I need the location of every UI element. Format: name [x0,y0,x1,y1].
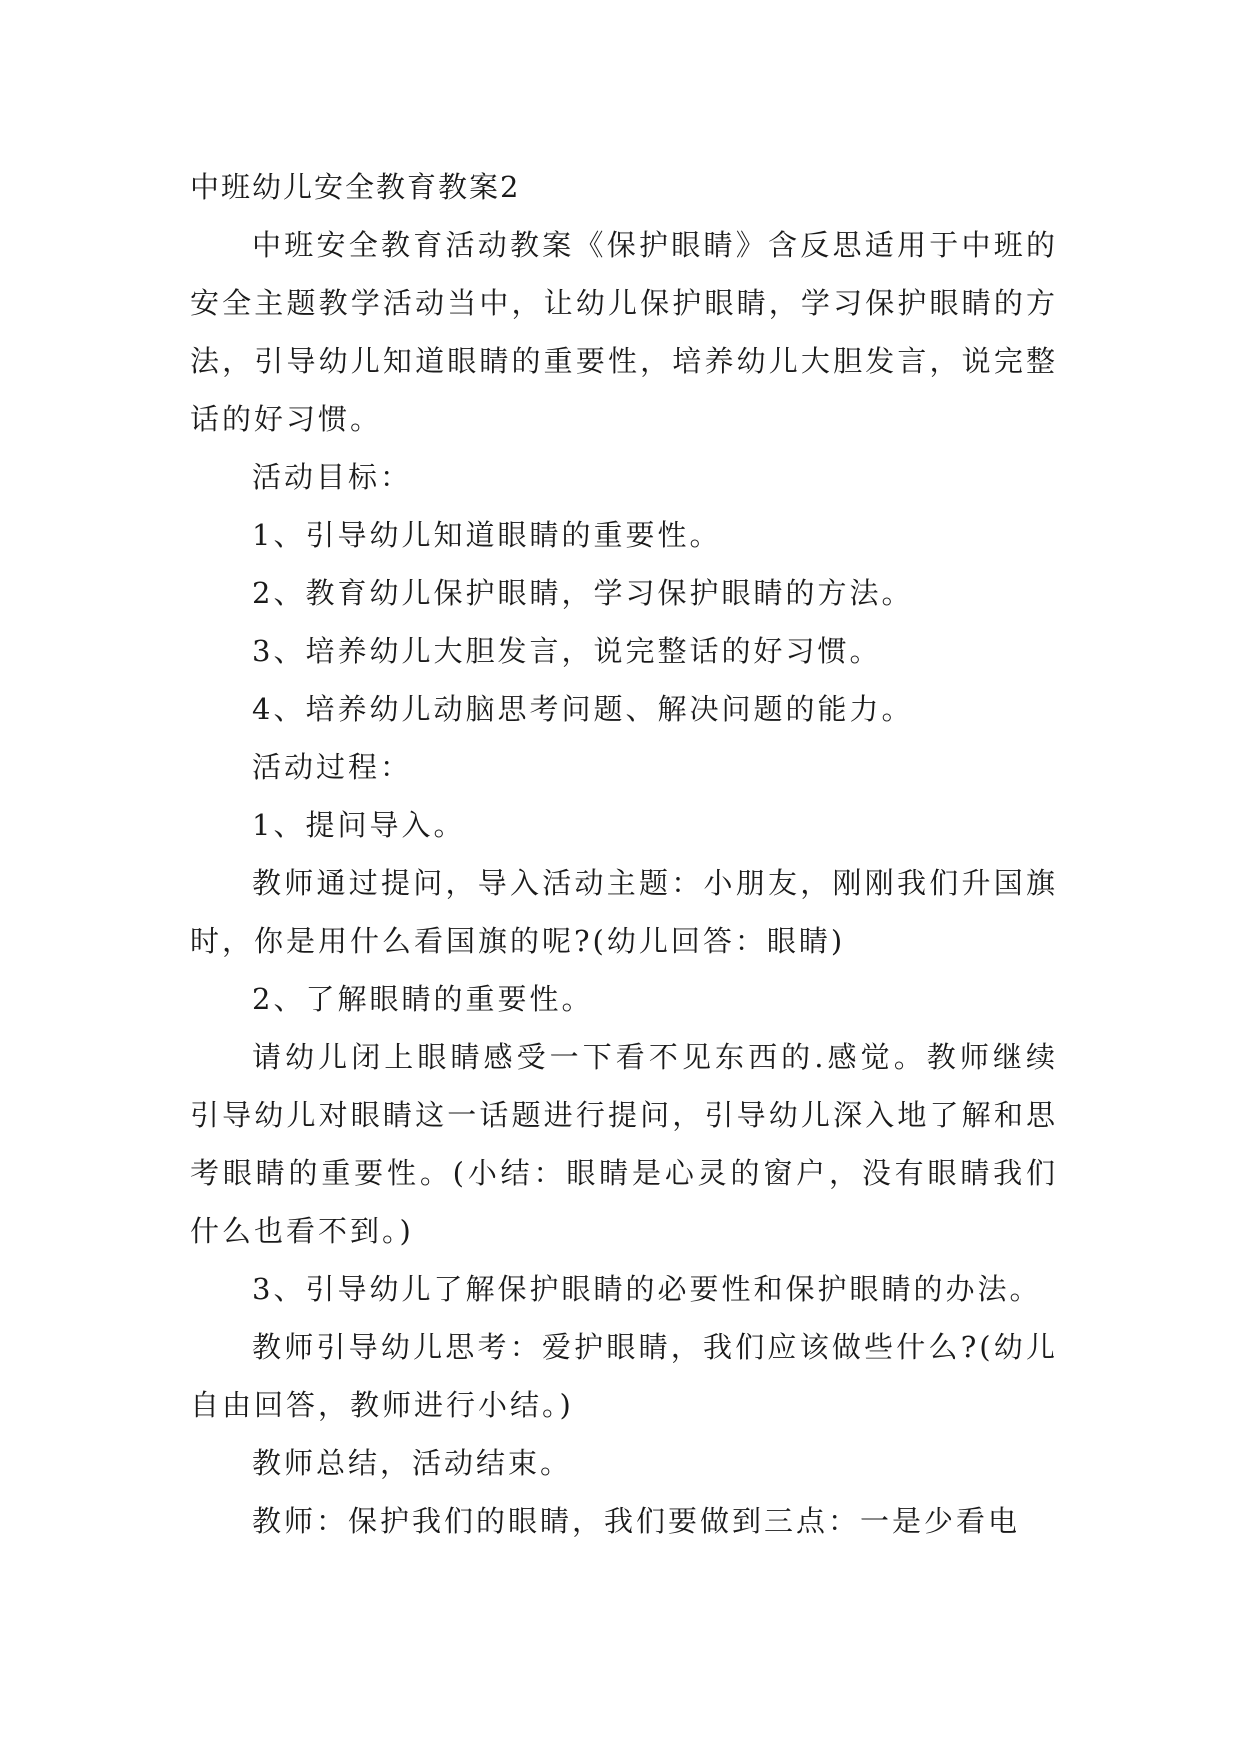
paragraph-text: 教师：保护我们的眼睛，我们要做到三点：一是少看电 [252,1504,1021,1538]
paragraph-intro: 中班安全教育活动教案《保护眼睛》含反思适用于中班的安全主题教学活动当中，让幼儿保护眼睛，学习保护眼睛的方法，引导幼儿知道眼睛的重要性，培养幼儿大胆发言，说完整话的好习惯。 [190,228,1058,436]
process-step: 3、引导幼儿了解保护眼睛的必要性和保护眼睛的办法。 [252,1272,1042,1306]
process-step: 1、提问导入。 [252,808,466,842]
heading-process: 活动过程： [252,750,413,784]
objective-item: 2、教育幼儿保护眼睛，学习保护眼睛的方法。 [252,576,914,610]
objective-item: 4、培养幼儿动脑思考问题、解决问题的能力。 [252,692,914,726]
paragraph-text: 教师总结，活动结束。 [252,1446,573,1480]
process-step: 2、了解眼睛的重要性。 [252,982,594,1016]
paragraph-text: 请幼儿闭上眼睛感受一下看不见东西的.感觉。教师继续引导幼儿对眼睛这一话题进行提问，引导幼儿深入地了解和思考眼睛的重要性。(小结：眼睛是心灵的窗户，没有眼睛我们什么也看不到。) [190,1040,1058,1248]
objective-item: 3、培养幼儿大胆发言，说完整话的好习惯。 [252,634,882,668]
document-title: 中班幼儿安全教育教案2 [190,170,521,204]
objective-item: 1、引导幼儿知道眼睛的重要性。 [252,518,722,552]
heading-objectives: 活动目标： [252,460,413,494]
document-body [190,158,1058,1550]
paragraph-text: 教师通过提问，导入活动主题：小朋友，刚刚我们升国旗时，你是用什么看国旗的呢?(幼儿回答：眼睛) [190,866,1058,958]
paragraph-text: 教师引导幼儿思考：爱护眼睛，我们应该做些什么?(幼儿自由回答，教师进行小结。) [190,1330,1058,1422]
